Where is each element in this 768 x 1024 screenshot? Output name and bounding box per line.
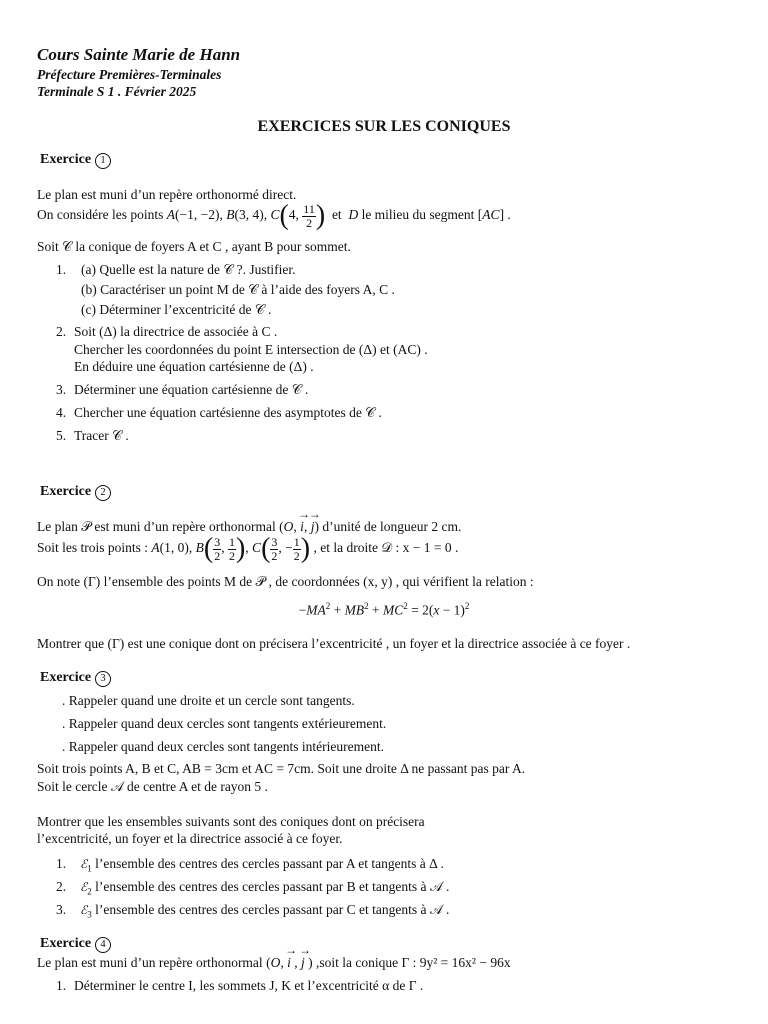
ex2-plane-line: Le plan 𝒫 est muni d’un repère orthonormal (O, → i, → j) d’unité de longueur 2 cm. bbox=[37, 518, 461, 536]
ex2-note-line: On note (Γ) l’ensemble des points M de 𝒫 , de coordonnées (x, y) , qui vérifient la relation : bbox=[37, 574, 534, 589]
exercise-1-heading bbox=[40, 151, 111, 169]
ex1-q4: Chercher une équation cartésienne des asymptotes de 𝒞 . bbox=[74, 405, 382, 420]
ex3-bullet-1: . Rappeler quand une droite et un cercle sont tangents. bbox=[62, 693, 355, 708]
ex1-q2-number: 2. bbox=[56, 324, 67, 339]
ex1-q2-line2: Chercher les coordonnées du point E intersection de (Δ) et (AC) . bbox=[74, 342, 428, 357]
ex3-item-1: ℰ$_1$ l’ensemble des centres des cercles passant par A et tangents à Δ . bbox=[80, 856, 444, 874]
ex1-q5-number: 5. bbox=[56, 428, 67, 443]
ex1-q2-line1: Soit (Δ) la directrice de associée à C . bbox=[74, 324, 278, 339]
ex2-relation: $-MA^2 + MB^2 + MC^2 = 2(x - 1)^2$ bbox=[298, 601, 470, 618]
ex1-conic-sentence: Soit 𝒞 la conique de foyers A et C , ayant B pour sommet. bbox=[37, 239, 351, 254]
ex3-item-2: ℰ$_2$ l’ensemble des centres des cercles passant par B et tangents à 𝒜 . bbox=[80, 879, 450, 897]
ex3-item-1-number: 1. bbox=[56, 856, 67, 871]
ex1-q3: Déterminer une équation cartésienne de 𝒞 . bbox=[74, 382, 309, 397]
ex3-bullet-2: . Rappeler quand deux cercles sont tangents extérieurement. bbox=[62, 716, 387, 731]
exercise-3-heading: Exercice 3 bbox=[40, 669, 111, 687]
ex3-bullet-3: . Rappeler quand deux cercles sont tangents intérieurement. bbox=[62, 739, 385, 754]
ex4-q1-number: 1. bbox=[56, 978, 67, 993]
exercise-number-badge: 1 bbox=[95, 153, 111, 169]
ex1-q2-line3: En déduire une équation cartésienne de (Δ) . bbox=[74, 359, 314, 374]
ex3-line-3: Montrer que les ensembles suivants sont des coniques dont on précisera bbox=[37, 814, 425, 829]
ex1-q3-number: 3. bbox=[56, 382, 67, 397]
exercise-number-badge: 2 bbox=[95, 485, 111, 501]
ex4-line: Le plan est muni d’un repère orthonormal (O, → i , → j ) ,soit la conique Γ : 9y² = 16x² − 96x bbox=[37, 954, 511, 972]
ex1-q1-number: 1. bbox=[56, 262, 67, 277]
ex3-item-3: ℰ$_3$ l’ensemble des centres des cercles passant par C et tangents à 𝒜 . bbox=[80, 902, 450, 920]
ex3-line-1: Soit trois points A, B et C, AB = 3cm et AC = 7cm. Soit une droite Δ ne passant pas par A. bbox=[37, 761, 526, 776]
class-date-line: Terminale S 1 . Février 2025 bbox=[37, 84, 197, 99]
exercise-2-heading: Exercice 2 bbox=[40, 483, 111, 501]
ex1-intro: Le plan est muni d’un repère orthonormé direct. bbox=[37, 187, 297, 202]
ex1-q5: Tracer 𝒞 . bbox=[74, 428, 129, 443]
prefecture-line: Préfecture Premières-Terminales bbox=[37, 67, 222, 82]
ex1-q4-number: 4. bbox=[56, 405, 67, 420]
school-name: Cours Sainte Marie de Hann bbox=[37, 45, 241, 64]
ex4-q1: Déterminer le centre I, les sommets J, K et l’excentricité α de Γ . bbox=[74, 978, 424, 993]
exercise-4-heading: Exercice 4 bbox=[40, 935, 111, 953]
ex3-item-3-number: 3. bbox=[56, 902, 67, 917]
document-title: EXERCICES SUR LES CONIQUES bbox=[257, 118, 511, 135]
ex1-points-line: On considére les points A(−1, −2), B(3, 4), C(4, $\frac{11}{2}$ ) et D le milieu du segment [AC] . bbox=[37, 200, 511, 231]
exercise-number-badge: 3 bbox=[95, 671, 111, 687]
ex1-q1b: (b) Caractériser un point M de 𝒞 à l’aide des foyers A, C . bbox=[81, 282, 395, 297]
ex3-line-2: Soit le cercle 𝒜 de centre A et de rayon 5 . bbox=[37, 779, 268, 794]
ex1-q1c: (c) Déterminer l’excentricité de 𝒞 . bbox=[81, 302, 272, 317]
ex2-points-line: Soit les trois points : A(1, 0), B( $\frac{3}{2}$ , $\frac{1}{2}$ ), C( $\frac{3}{2}$ , − $\frac{1}{2}$ ) , et la droite 𝒟 : x − 1 = 0 . bbox=[37, 533, 459, 564]
exercise-number-badge: 4 bbox=[95, 937, 111, 953]
ex3-item-2-number: 2. bbox=[56, 879, 67, 894]
exercise-label: Exercice bbox=[40, 152, 92, 167]
ex1-q1a: (a) Quelle est la nature de 𝒞 ?. Justifier. bbox=[81, 262, 296, 277]
ex2-conclusion: Montrer que (Γ) est une conique dont on précisera l’excentricité , un foyer et la directrice associée à ce foyer . bbox=[37, 636, 631, 651]
ex3-line-4: l’excentricité, un foyer et la directrice associé à ce foyer. bbox=[37, 831, 343, 846]
